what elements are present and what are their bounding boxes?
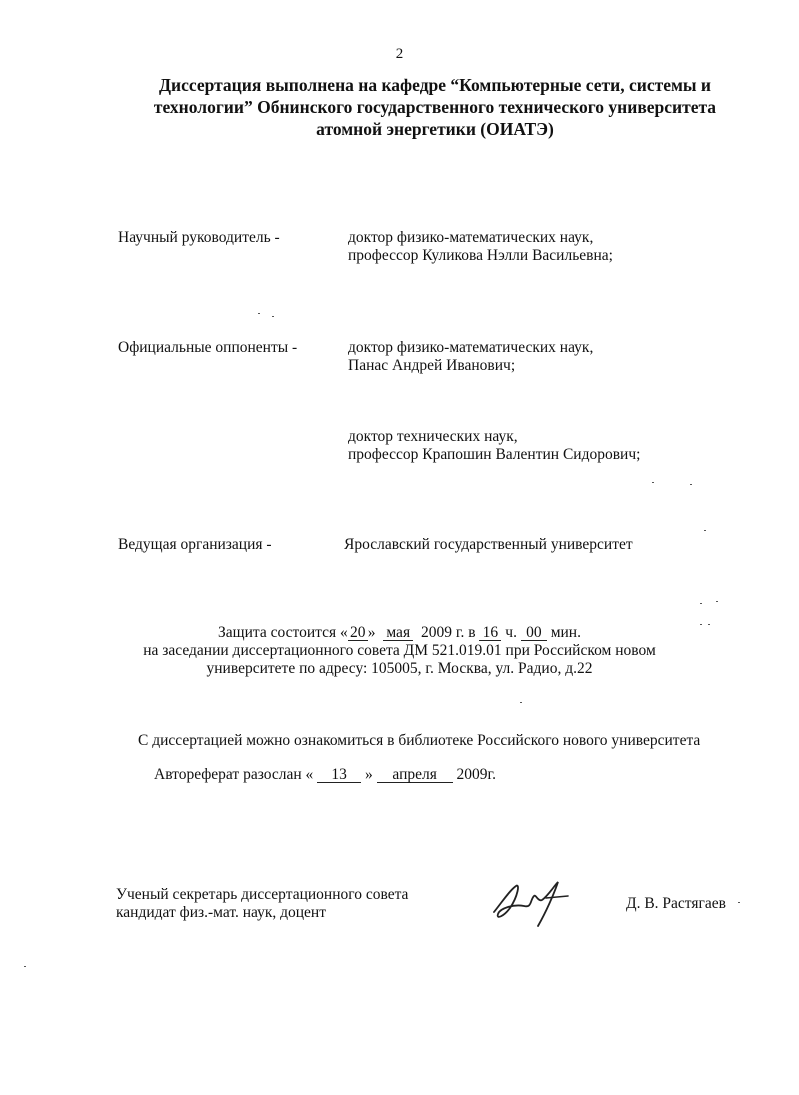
secretary-degree: кандидат физ.-мат. наук, доцент (116, 904, 326, 921)
header-line-2: технологии” Обнинского государственного технического университета (153, 97, 717, 117)
defense-hour: 16 (479, 625, 501, 641)
opponent-2-name: профессор Крапошин Валентин Сидорович; (348, 446, 641, 463)
defense-address: университете по адресу: 105005, г. Москва, ул. Радио, д.22 (206, 660, 593, 677)
scan-speck (700, 624, 702, 625)
scan-speck (708, 624, 710, 625)
scan-speck (738, 902, 740, 903)
header-line-1: Диссертация выполнена на кафедре “Компьютерные сети, системы и (158, 75, 712, 95)
scan-speck (704, 530, 706, 531)
defense-year: 2009 г. в (420, 624, 476, 641)
defense-close-quote: » (367, 624, 376, 641)
abstract-month: апреля (377, 767, 453, 783)
abstract-prefix: Автореферат разослан « (154, 766, 314, 783)
opponents-label: Официальные оппоненты - (118, 339, 298, 356)
secretary-name: Д. В. Растягаев (626, 895, 726, 912)
header-line-3: атомной энергетики (ОИАТЭ) (316, 119, 554, 139)
defense-minute: 00 (521, 625, 547, 641)
abstract-year: 2009г. (456, 766, 497, 783)
signature-image (488, 872, 578, 930)
dissertation-header (100, 74, 770, 140)
secretary-title: Ученый секретарь диссертационного совета (116, 886, 409, 903)
defense-month: мая (383, 625, 413, 641)
page-number: 2 (395, 46, 404, 62)
scan-speck (690, 484, 692, 485)
scan-speck (24, 966, 26, 967)
defense-date-line (0, 624, 799, 642)
library-note: С диссертацией можно ознакомиться в библиотеке Российского нового университета (138, 732, 701, 749)
scan-speck (652, 482, 654, 483)
opponent-1-name: Панас Андрей Иванович; (348, 357, 516, 374)
lead-org-value: Ярославский государственный университет (344, 536, 633, 553)
opponent-2-degree: доктор технических наук, (348, 428, 518, 445)
advisor-label: Научный руководитель - (118, 229, 280, 246)
defense-minute-suffix: мин. (550, 624, 581, 641)
abstract-day: 13 (317, 767, 361, 783)
abstract-close-quote: » (365, 766, 373, 783)
scan-speck (520, 702, 522, 703)
scan-speck (272, 316, 274, 317)
scan-speck (258, 313, 260, 314)
defense-council: на заседании диссертационного совета ДМ 521.019.01 при Российском новом (143, 642, 656, 659)
opponent-1-degree: доктор физико-математических наук, (348, 339, 594, 356)
abstract-sent-line (154, 766, 496, 784)
defense-hour-suffix: ч. (505, 624, 517, 641)
advisor-degree: доктор физико-математических наук, (348, 229, 594, 246)
defense-day: 20 (348, 625, 368, 641)
advisor-name: профессор Куликова Нэлли Васильевна; (348, 247, 613, 264)
scan-speck (716, 601, 718, 602)
scan-speck (700, 603, 702, 604)
lead-org-label: Ведущая организация - (118, 536, 272, 553)
defense-prefix: Защита состоится « (218, 624, 348, 641)
